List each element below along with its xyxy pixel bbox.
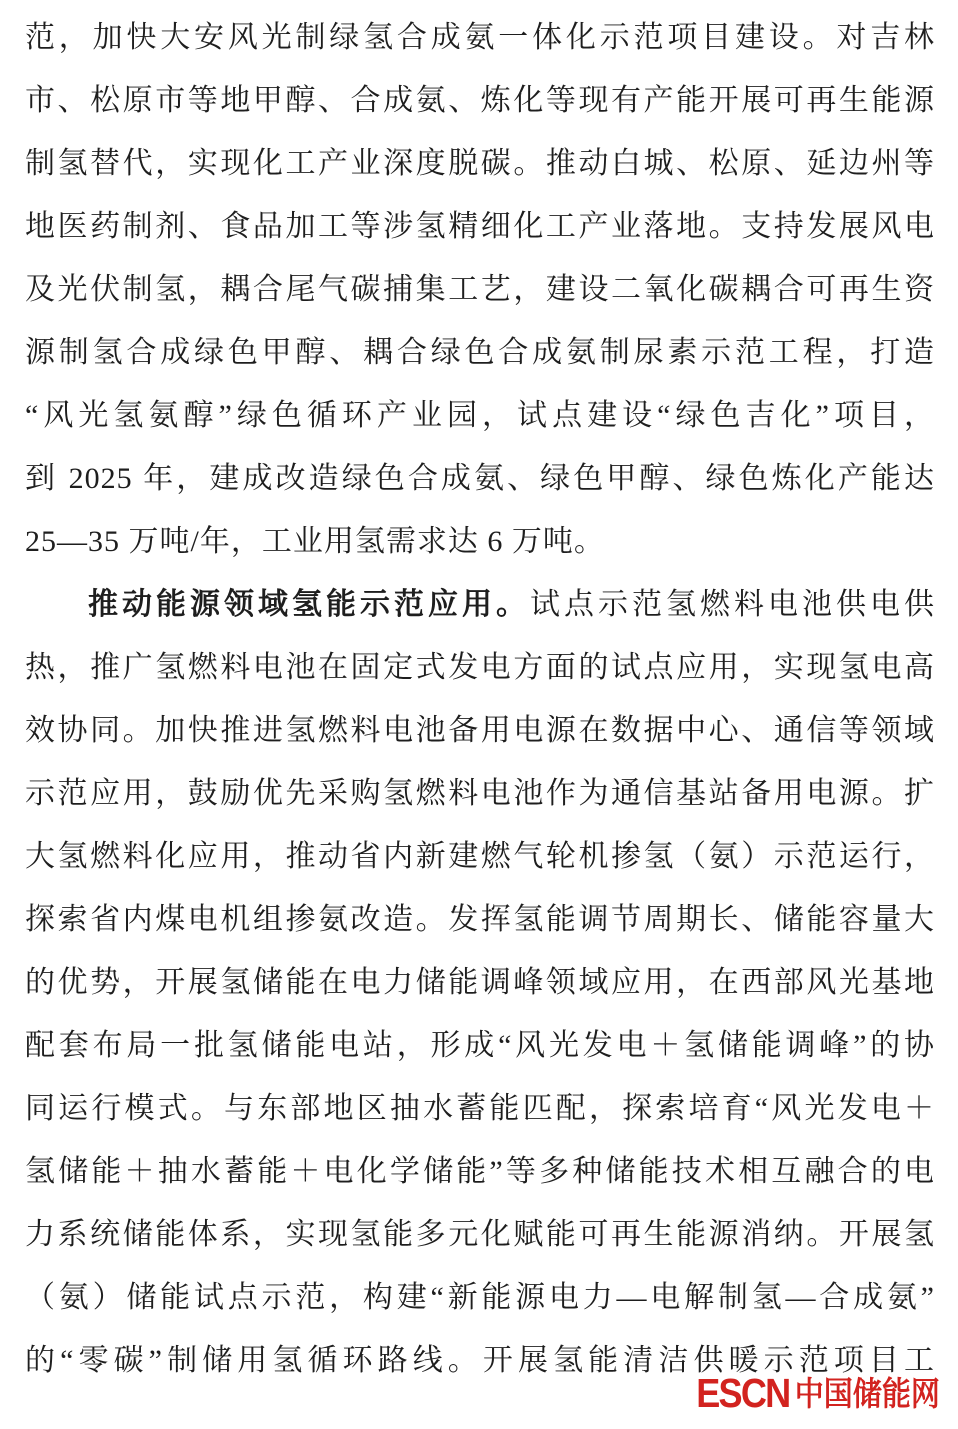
text-line: 氢储能＋抽水蓄能＋电化学储能”等多种储能技术相互融合的电 [25,1155,935,1188]
text-line: 配套布局一批氢储能电站，形成“风光发电＋氢储能调峰”的协 [25,1029,935,1062]
text-line: 源制氢合成绿色甲醇、耦合绿色合成氨制尿素示范工程，打造 [25,336,935,369]
text-line: 大氢燃料化应用，推动省内新建燃气轮机掺氢（氨）示范运行， [25,840,935,873]
text-line: 的优势，开展氢储能在电力储能调峰领域应用，在西部风光基地 [25,966,935,999]
text-line: 同运行模式。与东部地区抽水蓄能匹配，探索培育“风光发电＋ [25,1092,935,1125]
text-line: 力系统储能体系，实现氢能多元化赋能可再生能源消纳。开展氢 [25,1218,935,1251]
text-line: 推动能源领域氢能示范应用。试点示范氢燃料电池供电供 [88,588,935,621]
text-line: 市、松原市等地甲醇、合成氨、炼化等现有产能开展可再生能源 [25,84,935,117]
escn-logo [696,1368,940,1417]
escn-logo-text-en: ESCN [696,1370,790,1416]
text-line: 的“零碳”制储用氢循环路线。开展氢能清洁供暖示范项目工 [25,1344,935,1377]
text-line: 地医药制剂、食品加工等涉氢精细化工产业落地。支持发展风电 [25,210,935,243]
escn-logo-text-zh: 中国储能网 [794,1375,940,1412]
paragraph-lead-bold: 推动能源领域氢能示范应用。 [88,588,530,621]
text-line: 制氢替代，实现化工产业深度脱碳。推动白城、松原、延边州等 [25,147,935,180]
text-line: “风光氢氨醇”绿色循环产业园，试点建设“绿色吉化”项目， [25,399,935,432]
document-body [25,6,935,1392]
text-line: 效协同。加快推进氢燃料电池备用电源在数据中心、通信等领域 [25,714,935,747]
text-line: 25—35 万吨/年，工业用氢需求达 6 万吨。 [25,525,605,558]
text-line: 示范应用，鼓励优先采购氢燃料电池作为通信基站备用电源。扩 [25,777,935,810]
text-line: （氨）储能试点示范，构建“新能源电力—电解制氢—合成氨” [25,1281,935,1314]
text-line: 热，推广氢燃料电池在固定式发电方面的试点应用，实现氢电高 [25,651,935,684]
text-line: 到 2025 年，建成改造绿色合成氨、绿色甲醇、绿色炼化产能达 [25,462,935,495]
text-line: 范，加快大安风光制绿氢合成氨一体化示范项目建设。对吉林 [25,21,935,54]
text-line: 探索省内煤电机组掺氨改造。发挥氢能调节周期长、储能容量大 [25,903,935,936]
text-line: 及光伏制氢，耦合尾气碳捕集工艺，建设二氧化碳耦合可再生资 [25,273,935,306]
